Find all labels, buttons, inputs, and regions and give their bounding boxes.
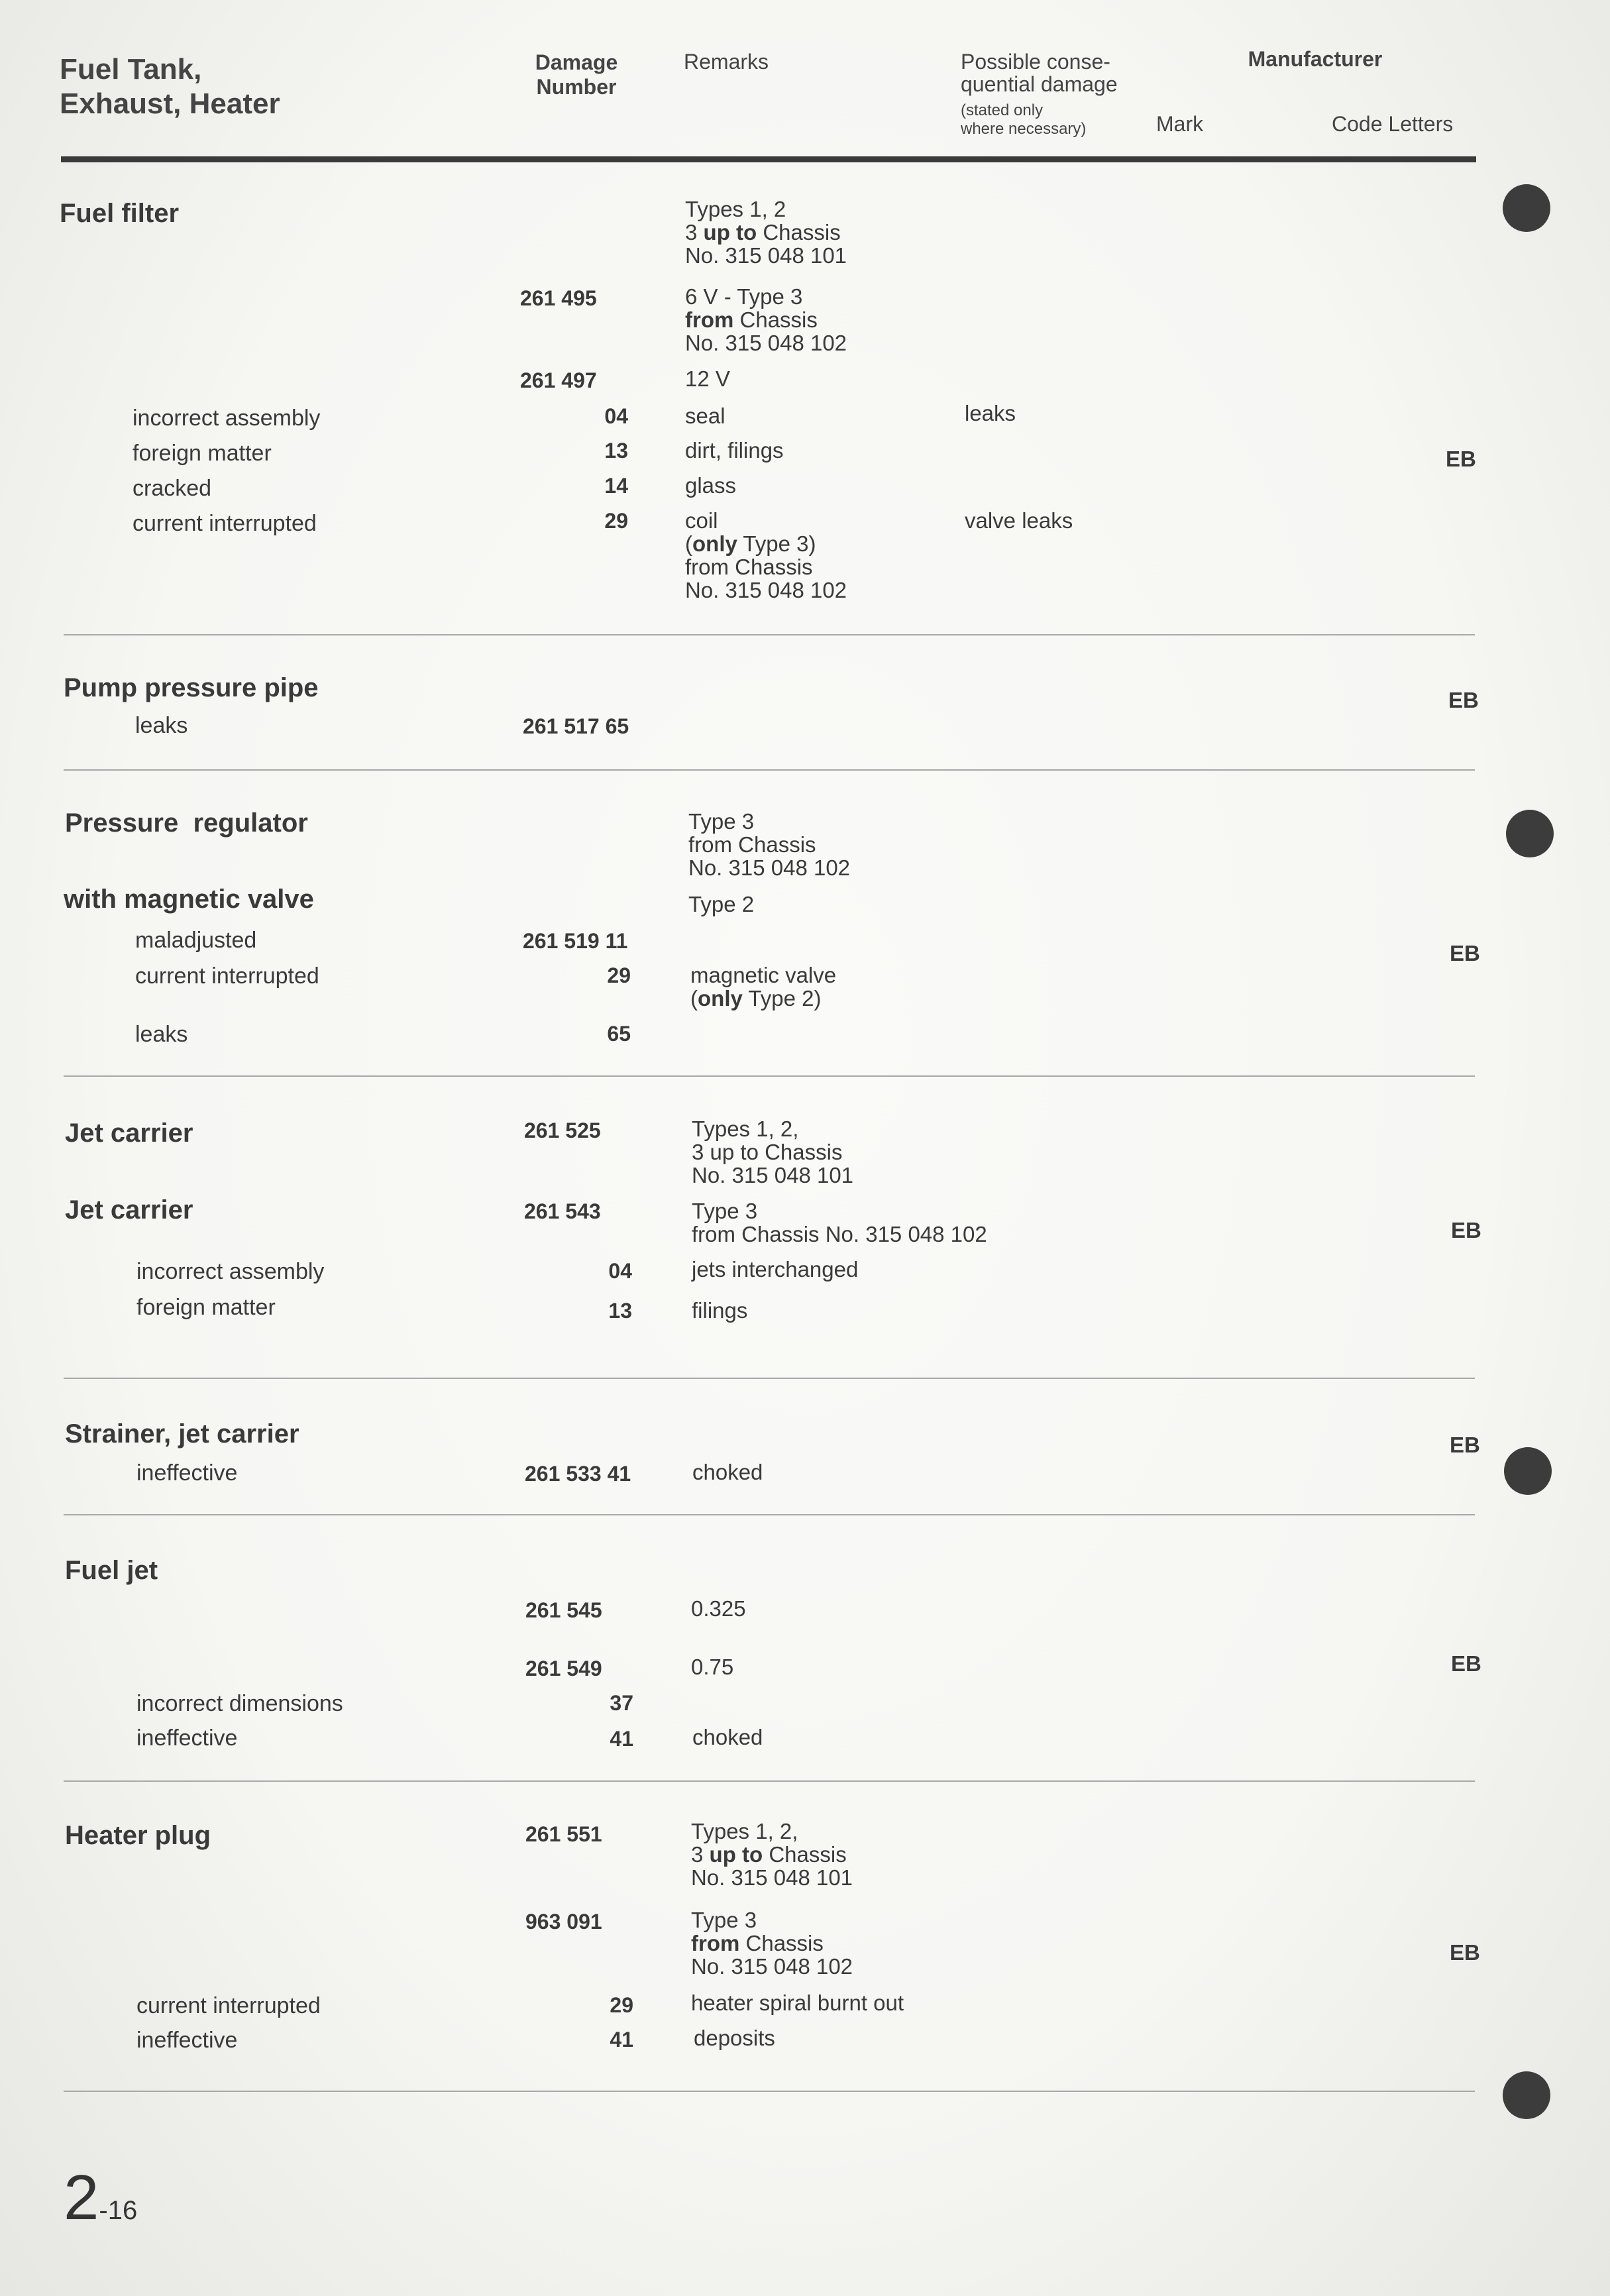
fuel-filter-coil-line2: (only Type 3) — [685, 531, 816, 556]
fuel-jet-remark-3: choked — [692, 1725, 763, 1749]
fuel-jet-number-2: 261 549 — [525, 1657, 602, 1680]
fuel-jet-number-1: 261 545 — [525, 1598, 602, 1622]
fuel-filter-code-letters: EB — [1446, 447, 1476, 471]
section-title-jet-carrier-1: Jet carrier — [65, 1119, 193, 1148]
fuel-filter-number-2: 261 497 — [520, 368, 597, 392]
fuel-filter-item-code: 14 — [604, 474, 628, 498]
header-rule — [61, 156, 1476, 162]
section-divider — [64, 769, 1475, 771]
fuel-jet-remark-1: 0.325 — [691, 1596, 746, 1621]
pressure-regulator-item-3: leaks — [135, 1022, 188, 1047]
jet-carrier-code-2: 13 — [608, 1299, 632, 1323]
section-title-pressure-regulator: Pressure regulator — [65, 808, 308, 838]
fuel-filter-remark-1-line1: Types 1, 2 — [685, 197, 786, 221]
header-possible-line2: quential damage — [961, 72, 1118, 96]
fuel-jet-item-2: ineffective — [136, 1725, 238, 1751]
section-title-jet-carrier-2: Jet carrier — [65, 1195, 193, 1225]
pressure-regulator-item-2: current interrupted — [135, 963, 319, 989]
pump-pipe-number: 261 517 65 — [523, 714, 629, 738]
fuel-filter-item-label: current interrupted — [133, 511, 317, 536]
heater-plug-number-1: 261 551 — [525, 1822, 602, 1846]
fuel-jet-code-1: 37 — [610, 1691, 633, 1715]
fuel-filter-item-remark: seal — [685, 404, 725, 428]
page-number-sub: -16 — [99, 2196, 138, 2225]
pressure-regulator-remark-3-line1: magnetic valve — [690, 963, 837, 987]
strainer-item: ineffective — [136, 1460, 238, 1486]
punch-hole-1 — [1503, 184, 1550, 232]
header-code-letters: Code Letters — [1332, 112, 1454, 136]
heater-plug-remark-1-line2: 3 up to Chassis — [691, 1842, 847, 1867]
strainer-code-letters: EB — [1450, 1433, 1480, 1457]
fuel-jet-item-1: incorrect dimensions — [136, 1691, 343, 1716]
heater-plug-code-letters: EB — [1450, 1940, 1480, 1965]
pressure-regulator-remark-1-line2: from Chassis — [688, 832, 816, 857]
fuel-jet-code-letters: EB — [1451, 1651, 1481, 1676]
header-damage-line1: Damage — [535, 50, 618, 74]
fuel-filter-number-1: 261 495 — [520, 286, 597, 310]
fuel-filter-item-remark: coil — [685, 508, 718, 533]
fuel-filter-item-remark: glass — [685, 473, 737, 498]
pressure-regulator-code-letters: EB — [1450, 941, 1480, 965]
fuel-filter-item-consequence: leaks — [965, 401, 1016, 425]
heater-plug-remark-1-line1: Types 1, 2, — [691, 1819, 798, 1843]
fuel-filter-item-remark: dirt, filings — [685, 438, 784, 463]
section-title-fuel-jet: Fuel jet — [65, 1556, 158, 1585]
fuel-filter-item-code: 29 — [604, 509, 628, 533]
header-stated-line1: (stated only — [961, 101, 1044, 119]
header-damage-line2: Number — [536, 75, 617, 99]
heater-plug-item-1: current interrupted — [136, 1993, 321, 2018]
strainer-remark: choked — [692, 1460, 763, 1484]
fuel-filter-item-label: foreign matter — [133, 441, 272, 466]
jet-carrier-item-1: incorrect assembly — [136, 1259, 325, 1284]
fuel-filter-coil-line3: from Chassis — [685, 555, 813, 579]
pressure-regulator-item-1: maladjusted — [135, 928, 257, 953]
section-divider — [64, 2091, 1475, 2092]
jet-carrier-remark-1-line2: 3 up to Chassis — [692, 1140, 843, 1164]
heater-plug-code-1: 29 — [610, 1993, 633, 2017]
jet-carrier-remark-4: filings — [692, 1298, 748, 1323]
jet-carrier-code-letters: EB — [1451, 1218, 1481, 1242]
section-title-fuel-filter: Fuel filter — [60, 199, 180, 228]
fuel-filter-remark-1-line3: No. 315 048 101 — [685, 243, 847, 268]
jet-carrier-number-2: 261 543 — [524, 1199, 601, 1223]
header-title-line2: Exhaust, Heater — [60, 87, 280, 120]
pressure-regulator-remark-3-line2: (only Type 2) — [690, 986, 822, 1011]
fuel-filter-item-label: incorrect assembly — [133, 406, 321, 431]
jet-carrier-item-2: foreign matter — [136, 1295, 276, 1320]
header-manufacturer: Manufacturer — [1248, 47, 1383, 71]
header-remarks: Remarks — [684, 50, 769, 74]
fuel-filter-item-code: 13 — [604, 439, 628, 463]
page-number — [64, 2161, 137, 2234]
section-title-magnetic-valve: with magnetic valve — [64, 885, 314, 914]
heater-plug-remark-2-line3: No. 315 048 102 — [691, 1954, 853, 1979]
punch-hole-3 — [1504, 1447, 1552, 1495]
section-divider — [64, 1514, 1475, 1515]
fuel-filter-remark-2-line2: from Chassis — [685, 307, 818, 332]
heater-plug-remark-4: deposits — [694, 2026, 775, 2050]
section-divider — [64, 1378, 1475, 1379]
fuel-filter-item-code: 04 — [604, 404, 628, 428]
pressure-regulator-remark-1-line3: No. 315 048 102 — [688, 855, 851, 880]
heater-plug-number-2: 963 091 — [525, 1910, 602, 1934]
jet-carrier-remark-2-line1: Type 3 — [692, 1199, 758, 1223]
fuel-filter-remark-1-line2: 3 up to Chassis — [685, 220, 841, 245]
fuel-filter-remark-3: 12 V — [685, 366, 730, 391]
header-stated-line2: where necessary) — [961, 120, 1087, 138]
heater-plug-remark-2-line1: Type 3 — [691, 1908, 757, 1932]
pressure-regulator-remark-1-line1: Type 3 — [688, 809, 755, 834]
fuel-filter-item-consequence: valve leaks — [965, 508, 1073, 533]
pump-pipe-code-letters: EB — [1448, 688, 1479, 712]
fuel-jet-code-2: 41 — [610, 1727, 633, 1751]
heater-plug-code-2: 41 — [610, 2028, 633, 2051]
strainer-number: 261 533 41 — [525, 1462, 631, 1486]
fuel-jet-remark-2: 0.75 — [691, 1655, 734, 1679]
section-title-heater-plug: Heater plug — [65, 1821, 211, 1850]
jet-carrier-remark-2-line2: from Chassis No. 315 048 102 — [692, 1222, 987, 1246]
jet-carrier-code-1: 04 — [608, 1259, 632, 1283]
header-possible-line1: Possible conse- — [961, 50, 1110, 74]
punch-hole-4 — [1503, 2071, 1550, 2119]
header-mark: Mark — [1156, 112, 1204, 136]
fuel-filter-remark-2-line3: No. 315 048 102 — [685, 331, 847, 355]
pressure-regulator-remark-2: Type 2 — [688, 892, 755, 916]
jet-carrier-number-1: 261 525 — [524, 1119, 601, 1142]
section-divider — [64, 1780, 1475, 1782]
pressure-regulator-number-1: 261 519 11 — [523, 929, 628, 953]
section-title-strainer: Strainer, jet carrier — [65, 1419, 299, 1449]
section-title-pump-pressure-pipe: Pump pressure pipe — [64, 673, 319, 702]
jet-carrier-remark-3: jets interchanged — [692, 1257, 859, 1282]
pump-pipe-item: leaks — [135, 713, 188, 738]
heater-plug-remark-1-line3: No. 315 048 101 — [691, 1865, 853, 1890]
pressure-regulator-code-3: 65 — [607, 1022, 631, 1046]
pressure-regulator-code-2: 29 — [607, 963, 631, 987]
punch-hole-2 — [1506, 810, 1554, 857]
header-title-line1: Fuel Tank, — [60, 53, 202, 85]
heater-plug-item-2: ineffective — [136, 2028, 238, 2053]
heater-plug-remark-2-line2: from Chassis — [691, 1931, 824, 1955]
heater-plug-remark-3: heater spiral burnt out — [691, 1991, 904, 2015]
fuel-filter-item-label: cracked — [133, 476, 212, 501]
jet-carrier-remark-1-line1: Types 1, 2, — [692, 1117, 799, 1141]
fuel-filter-remark-2-line1: 6 V - Type 3 — [685, 284, 803, 309]
jet-carrier-remark-1-line3: No. 315 048 101 — [692, 1163, 854, 1187]
page-number-main: 2 — [64, 2162, 99, 2233]
section-divider — [64, 1075, 1475, 1077]
fuel-filter-coil-line4: No. 315 048 102 — [685, 578, 847, 602]
section-divider — [64, 634, 1475, 635]
